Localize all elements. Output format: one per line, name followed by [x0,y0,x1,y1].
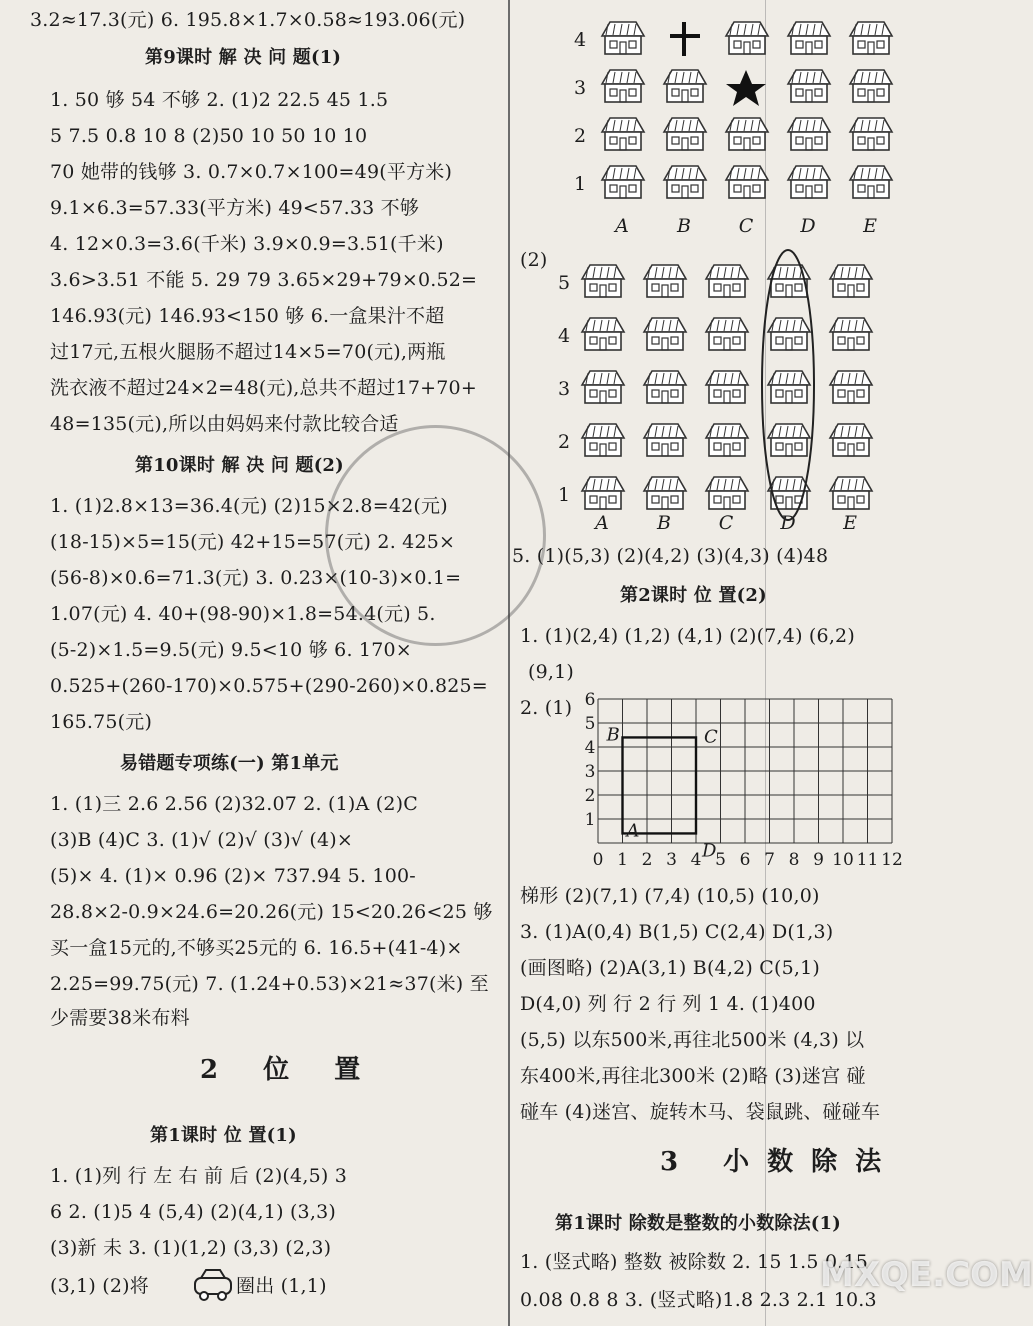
house-icon [850,22,892,54]
x-tick-label: 0 [592,850,604,870]
house-icon [850,166,892,198]
section-heading: 第2课时 位 置(2) [620,585,767,606]
house-icon [830,265,872,297]
y-tick-label: 4 [584,738,596,758]
text-line: 165.75(元) [50,711,153,733]
text-line: (3)B (4)C 3. (1)√ (2)√ (3)√ (4)× [50,829,353,851]
text-line: (5,5) 以东500米,再往北500米 (4,3) 以 [520,1029,865,1051]
text-line: (9,1) [528,661,575,683]
point-label: D [702,840,717,862]
section-heading: 第1课时 除数是整数的小数除法(1) [555,1213,841,1234]
x-tick-label: 9 [813,850,824,870]
text-line: (3)新 未 3. (1)(1,2) (3,3) (2,3) [50,1237,332,1259]
x-tick-label: 12 [881,850,903,870]
house-icon [830,371,872,403]
house-icon [726,166,768,198]
text-line: 少需要38米布料 [50,1007,190,1029]
text-line: 1.07(元) 4. 40+(98-90)×1.8=54.4(元) 5. [50,603,436,625]
house-icon [664,118,706,150]
house-icon [644,371,686,403]
site-watermark: MXQE.COM [820,1255,1033,1295]
house-icon [726,118,768,150]
text-line: 5. (1)(5,3) (2)(4,2) (3)(4,3) (4)48 [512,545,829,567]
stamp-watermark [325,425,546,646]
column-label: A [595,512,609,534]
text-line: 28.8×2-0.9×24.6=20.26(元) 15<20.26<25 够 [50,901,493,923]
text-line: 1. (竖式略) 整数 被除数 2. 15 1.5 0.15 [520,1251,869,1273]
house-icon [830,424,872,456]
house-icon [664,70,706,102]
text-line: 1. (1)2.8×13=36.4(元) (2)15×2.8=42(元) [50,495,448,517]
text-line: 9.1×6.3=57.33(平方米) 49<57.33 不够 [50,197,420,219]
house-icon [788,166,830,198]
house-icon [706,424,748,456]
text-line: 3. (1)A(0,4) B(1,5) C(2,4) D(1,3) [520,921,834,943]
row-label: 2 [573,125,587,147]
column-divider [508,0,510,1326]
house-grid-2 [550,245,930,545]
text-line: 圈出 (1,1) [236,1275,327,1297]
point-label: B [606,724,620,746]
text-line: 2. (1) [520,697,573,719]
text-line: 0.525+(260-170)×0.575+(290-260)×0.825= [50,675,488,697]
row-label: 1 [557,484,571,506]
section-heading: 第9课时 解 决 问 题(1) [145,47,342,68]
house-icon [644,477,686,509]
x-tick-label: 7 [764,850,775,870]
column-label: C [738,215,754,237]
x-tick-label: 6 [739,850,751,870]
house-icon [726,22,768,54]
unit-title: 3 小数除法 [660,1147,900,1177]
house-icon [768,424,810,456]
house-icon [644,424,686,456]
text-line: 48=135(元),所以由妈妈来付款比较合适 [50,413,399,435]
star-mark [726,70,766,106]
row-label: 3 [557,378,571,400]
row-label: 5 [557,272,571,294]
text-line: 买一盒15元的,不够买25元的 6. 16.5+(41-4)× [50,937,463,959]
house-icon [788,118,830,150]
house-icon [706,477,748,509]
section-heading: 第1课时 位 置(1) [150,1125,297,1146]
column-label: D [780,512,796,534]
coordinate-plot [576,690,916,877]
house-icon [706,265,748,297]
x-tick-label: 5 [715,850,726,870]
house-icon [830,477,872,509]
row-label: 1 [573,173,587,195]
text-line: (56-8)×0.6=71.3(元) 3. 0.23×(10-3)×0.1= [50,567,462,589]
text-line: (5)× 4. (1)× 0.96 (2)× 737.94 5. 100- [50,865,416,887]
row-label: 4 [557,325,571,347]
house-icon [582,318,624,350]
house-icon [602,70,644,102]
text-line: 1. 50 够 54 不够 2. (1)2 22.5 45 1.5 [50,89,389,111]
house-icon [602,118,644,150]
house-icon [788,70,830,102]
text-line: 梯形 (2)(7,1) (7,4) (10,5) (10,0) [520,885,820,907]
column-label: D [800,215,816,237]
text-line: 3.2≈17.3(元) 6. 195.8×1.7×0.58≈193.06(元) [30,9,466,31]
house-icon [664,166,706,198]
text-line: 洗衣液不超过24×2=48(元),总共不超过17+70+ [50,377,477,399]
house-icon [850,70,892,102]
house-icon [602,166,644,198]
unit-title: 2 位 置 [200,1055,379,1085]
house-icon [582,477,624,509]
house-icon [768,318,810,350]
house-icon [602,22,644,54]
text-line: 碰车 (4)迷宫、旋转木马、袋鼠跳、碰碰车 [520,1101,881,1123]
x-tick-label: 11 [856,850,879,870]
text-line: 6 2. (1)5 4 (5,4) (2)(4,1) (3,3) [50,1201,336,1223]
x-tick-label: 2 [641,850,653,870]
y-tick-label: 1 [584,810,596,830]
house-icon [706,371,748,403]
text-line: 过17元,五根火腿肠不超过14×5=70(元),两瓶 [50,341,446,363]
car-icon [192,1266,234,1304]
text-line: 1. (1)三 2.6 2.56 (2)32.07 2. (1)A (2)C [50,793,418,815]
x-tick-label: 4 [690,850,702,870]
column-label: E [843,512,857,534]
text-line: 146.93(元) 146.93<150 够 6.一盒果汁不超 [50,305,445,327]
y-tick-label: 2 [584,786,596,806]
x-tick-label: 3 [666,850,677,870]
house-grid-1 [560,10,940,240]
text-line: (5-2)×1.5=9.5(元) 9.5<10 够 6. 170× [50,639,412,661]
grid-2-label: (2) [520,249,548,271]
text-line: 东400米,再往北300米 (2)略 (3)迷宫 碰 [520,1065,866,1087]
text-line: D(4,0) 列 行 2 行 列 1 4. (1)400 [520,993,816,1015]
column-label: C [718,512,734,534]
text-line: (3,1) (2)将 [50,1275,149,1297]
text-line: 3.6>3.51 不能 5. 29 79 3.65×29+79×0.52= [50,269,478,291]
house-icon [788,22,830,54]
house-icon [706,318,748,350]
text-line: 0.08 0.8 8 3. (竖式略)1.8 2.3 2.1 10.3 [520,1289,877,1311]
section-heading: 第10课时 解 决 问 题(2) [135,455,344,476]
x-tick-label: 1 [617,850,628,870]
text-line: (画图略) (2)A(3,1) B(4,2) C(5,1) [520,957,821,979]
house-icon [644,265,686,297]
house-icon [644,318,686,350]
y-tick-label: 3 [584,762,596,782]
text-line: 4. 12×0.3=3.6(千米) 3.9×0.9=3.51(千米) [50,233,444,255]
text-line: 70 她带的钱够 3. 0.7×0.7×100=49(平方米) [50,161,453,183]
point-label: A [626,820,640,842]
house-icon [830,318,872,350]
row-label: 3 [573,77,587,99]
y-tick-label: 5 [584,714,596,734]
text-line: 5 7.5 0.8 10 8 (2)50 10 50 10 10 [50,125,368,147]
house-icon [582,265,624,297]
section-heading: 易错题专项练(一) 第1单元 [120,753,339,774]
house-icon [582,371,624,403]
column-label: A [615,215,629,237]
row-label: 4 [573,29,587,51]
text-line: (18-15)×5=15(元) 42+15=57(元) 2. 425× [50,531,456,553]
y-tick-label: 6 [584,690,596,710]
row-label: 2 [557,431,571,453]
text-line: 1. (1)列 行 左 右 前 后 (2)(4,5) 3 [50,1165,348,1187]
column-label: E [863,215,877,237]
column-label: B [677,215,691,237]
point-label: C [704,726,718,748]
text-line: 1. (1)(2,4) (1,2) (4,1) (2)(7,4) (6,2) [520,625,855,647]
column-label: B [657,512,671,534]
x-tick-label: 10 [832,850,854,870]
house-icon [582,424,624,456]
house-icon [850,118,892,150]
house-icon [768,371,810,403]
x-tick-label: 8 [788,850,800,870]
text-line: 2.25=99.75(元) 7. (1.24+0.53)×21≈37(米) 至 [50,973,489,995]
